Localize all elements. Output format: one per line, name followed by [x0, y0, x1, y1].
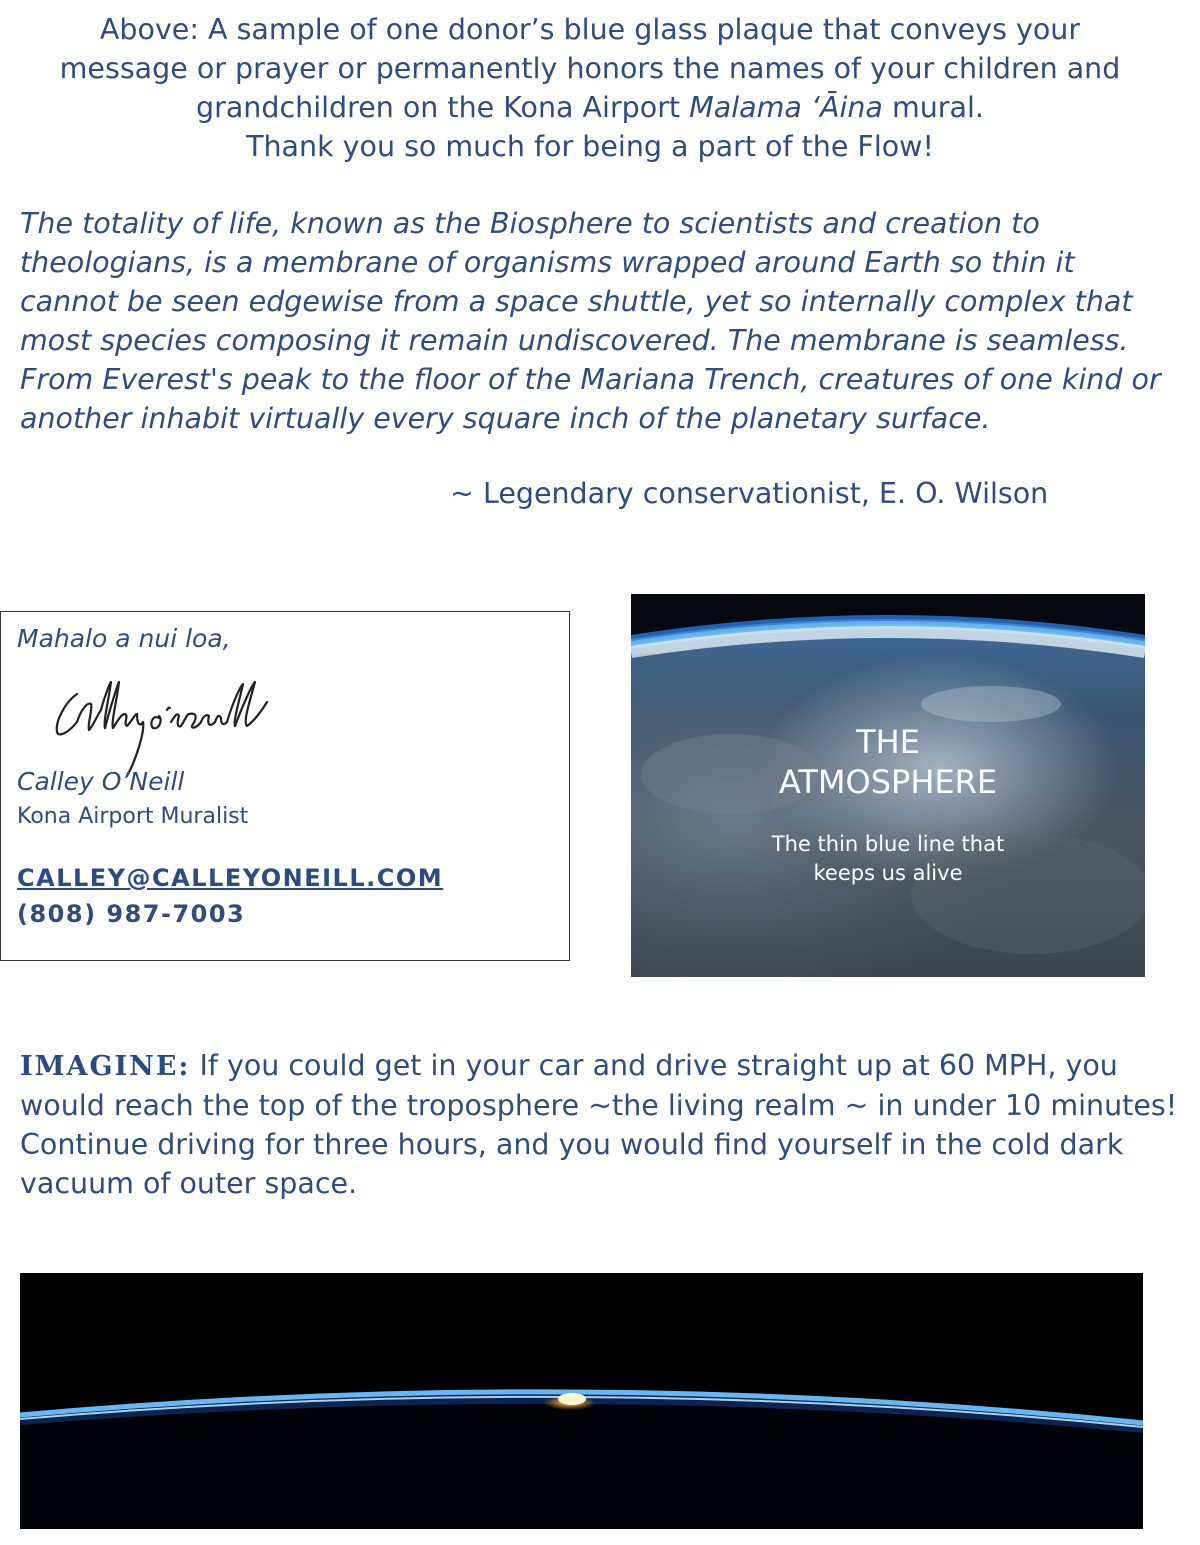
horizon-photo [20, 1273, 1143, 1529]
imagine-text: If you could get in your car and drive straight up at 60 MPH, you would reach the top of the troposphere ~the living realm ~ in under 10 minutes! Continue driving for three hours, and you would find yourself in the cold dark vacuum of outer space. [20, 1049, 1178, 1200]
muralist-name: Calley O’Neill [17, 767, 185, 796]
atmosphere-title [631, 722, 1145, 802]
atmosphere-subtitle-line1: The thin blue line that [771, 832, 1005, 856]
muralist-role: Kona Airport Muralist [17, 804, 249, 829]
caption-text: Above: A sample of one donor’s blue glass plaque that conveys your message or prayer or permanently honors the names of your children and grandchildren on the Kona Airport [59, 13, 1121, 124]
thank-you-line: Thank you so much for being a part of the Flow! [246, 130, 934, 163]
wilson-quote: The totality of life, known as the Biosphere to scientists and creation to theologians, is a membrane of organisms wrapped around Earth so thin it cannot be seen edgewise from a space shuttle, yet so internally complex that most species composing it remain undiscovered. The membrane is seamless. From Everest's peak to the floor of the Mariana Trench, creatures of one kind or another inhabit virtually every square inch of the planetary surface. [20, 207, 1161, 435]
imagine-paragraph [20, 1046, 1190, 1203]
atmosphere-image [631, 594, 1145, 977]
atmosphere-title-line2: ATMOSPHERE [778, 763, 998, 801]
plaque-caption [40, 10, 1140, 166]
signature-card [0, 611, 570, 961]
quote-attribution: ~ Legendary conservationist, E. O. Wilson [450, 477, 1049, 510]
atmosphere-subtitle [631, 830, 1145, 888]
imagine-lead: IMAGINE: [20, 1051, 191, 1082]
atmosphere-title-line1: THE [856, 723, 920, 761]
email-link[interactable]: CALLEY@CALLEYONEILL.COM [17, 864, 444, 892]
closing-line: Mahalo a nui loa, [17, 624, 231, 653]
earth-limb-sunrise-image [20, 1273, 1143, 1529]
caption-text-end: mural. [882, 91, 984, 124]
mural-name: Malama ‘Āina [689, 91, 883, 124]
handwritten-signature [47, 672, 297, 782]
phone-number: (808) 987-7003 [17, 900, 246, 928]
atmosphere-subtitle-line2: keeps us alive [813, 861, 963, 885]
